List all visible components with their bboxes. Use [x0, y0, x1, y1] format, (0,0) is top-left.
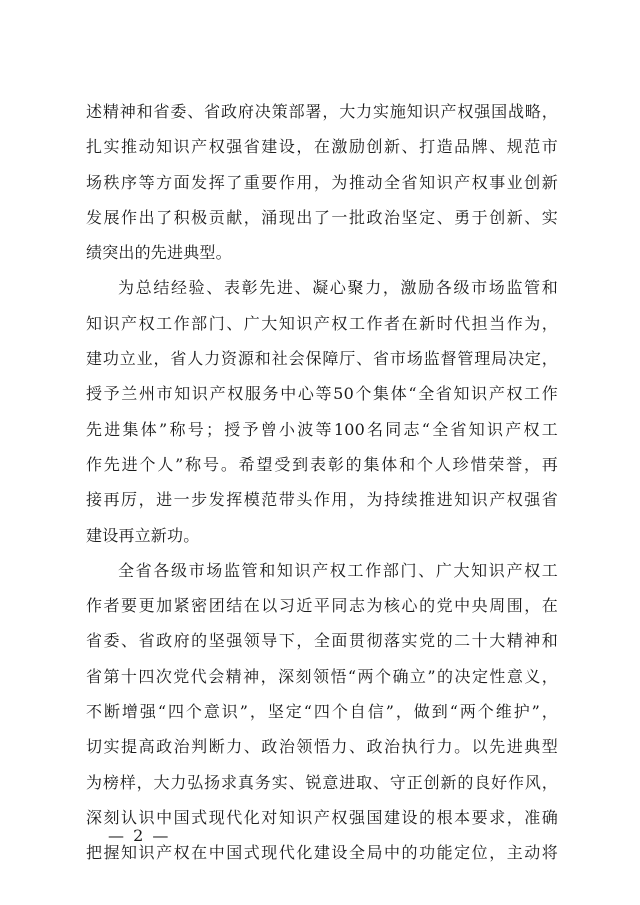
text-line: 不断增强“四个意识”，坚定“四个自信”，做到“两个维护”， — [86, 702, 558, 722]
text-line: 接再厉，进一步发挥模范带头作用，为持续推进知识产权强省 — [86, 490, 558, 510]
text-line: 把握知识产权在中国式现代化建设全局中的功能定位，主动将 — [86, 843, 558, 863]
text-line: 省第十四次党代会精神，深刻领悟“两个确立”的决定性意义， — [86, 666, 558, 686]
text-line: 作者要更加紧密团结在以习近平同志为核心的党中央周围，在 — [86, 596, 558, 616]
text-line: 为总结经验、表彰先进、凝心聚力，激励各级市场监管和 — [118, 278, 558, 298]
page-number: — 2 — — [108, 826, 171, 845]
text-line: 切实提高政治判断力、政治领悟力、政治执行力。以先进典型 — [86, 737, 558, 757]
text-line: 全省各级市场监管和知识产权工作部门、广大知识产权工 — [118, 560, 558, 580]
text-line: 作先进个人”称号。希望受到表彰的集体和个人珍惜荣誉，再 — [86, 454, 558, 474]
text-line: 知识产权工作部门、广大知识产权工作者在新时代担当作为， — [86, 313, 558, 333]
text-line: 绩突出的先进典型。 — [86, 243, 232, 263]
text-line: 省委、省政府的坚强领导下，全面贯彻落实党的二十大精神和 — [86, 631, 558, 651]
text-line: 场秩序等方面发挥了重要作用，为推动全省知识产权事业创新 — [86, 172, 558, 192]
text-line: 建设再立新功。 — [86, 525, 200, 545]
text-line: 深刻认识中国式现代化对知识产权强国建设的根本要求，准确 — [86, 807, 558, 827]
text-line: 述精神和省委、省政府决策部署，大力实施知识产权强国战略， — [86, 102, 558, 121]
text-line: 授予兰州市知识产权服务中心等50个集体“全省知识产权工作 — [86, 384, 558, 404]
text-line: 建功立业，省人力资源和社会保障厅、省市场监督管理局决定， — [86, 349, 558, 369]
text-line: 为榜样，大力弘扬求真务实、锐意进取、守正创新的良好作风， — [86, 772, 558, 792]
text-line: 先进集体”称号；授予曾小波等100名同志“全省知识产权工 — [86, 419, 558, 439]
text-line: 扎实推动知识产权强省建设，在激励创新、打造品牌、规范市 — [86, 137, 558, 157]
body-text — [86, 94, 558, 871]
text-line: 发展作出了积极贡献，涌现出了一批政治坚定、勇于创新、实 — [86, 207, 558, 227]
